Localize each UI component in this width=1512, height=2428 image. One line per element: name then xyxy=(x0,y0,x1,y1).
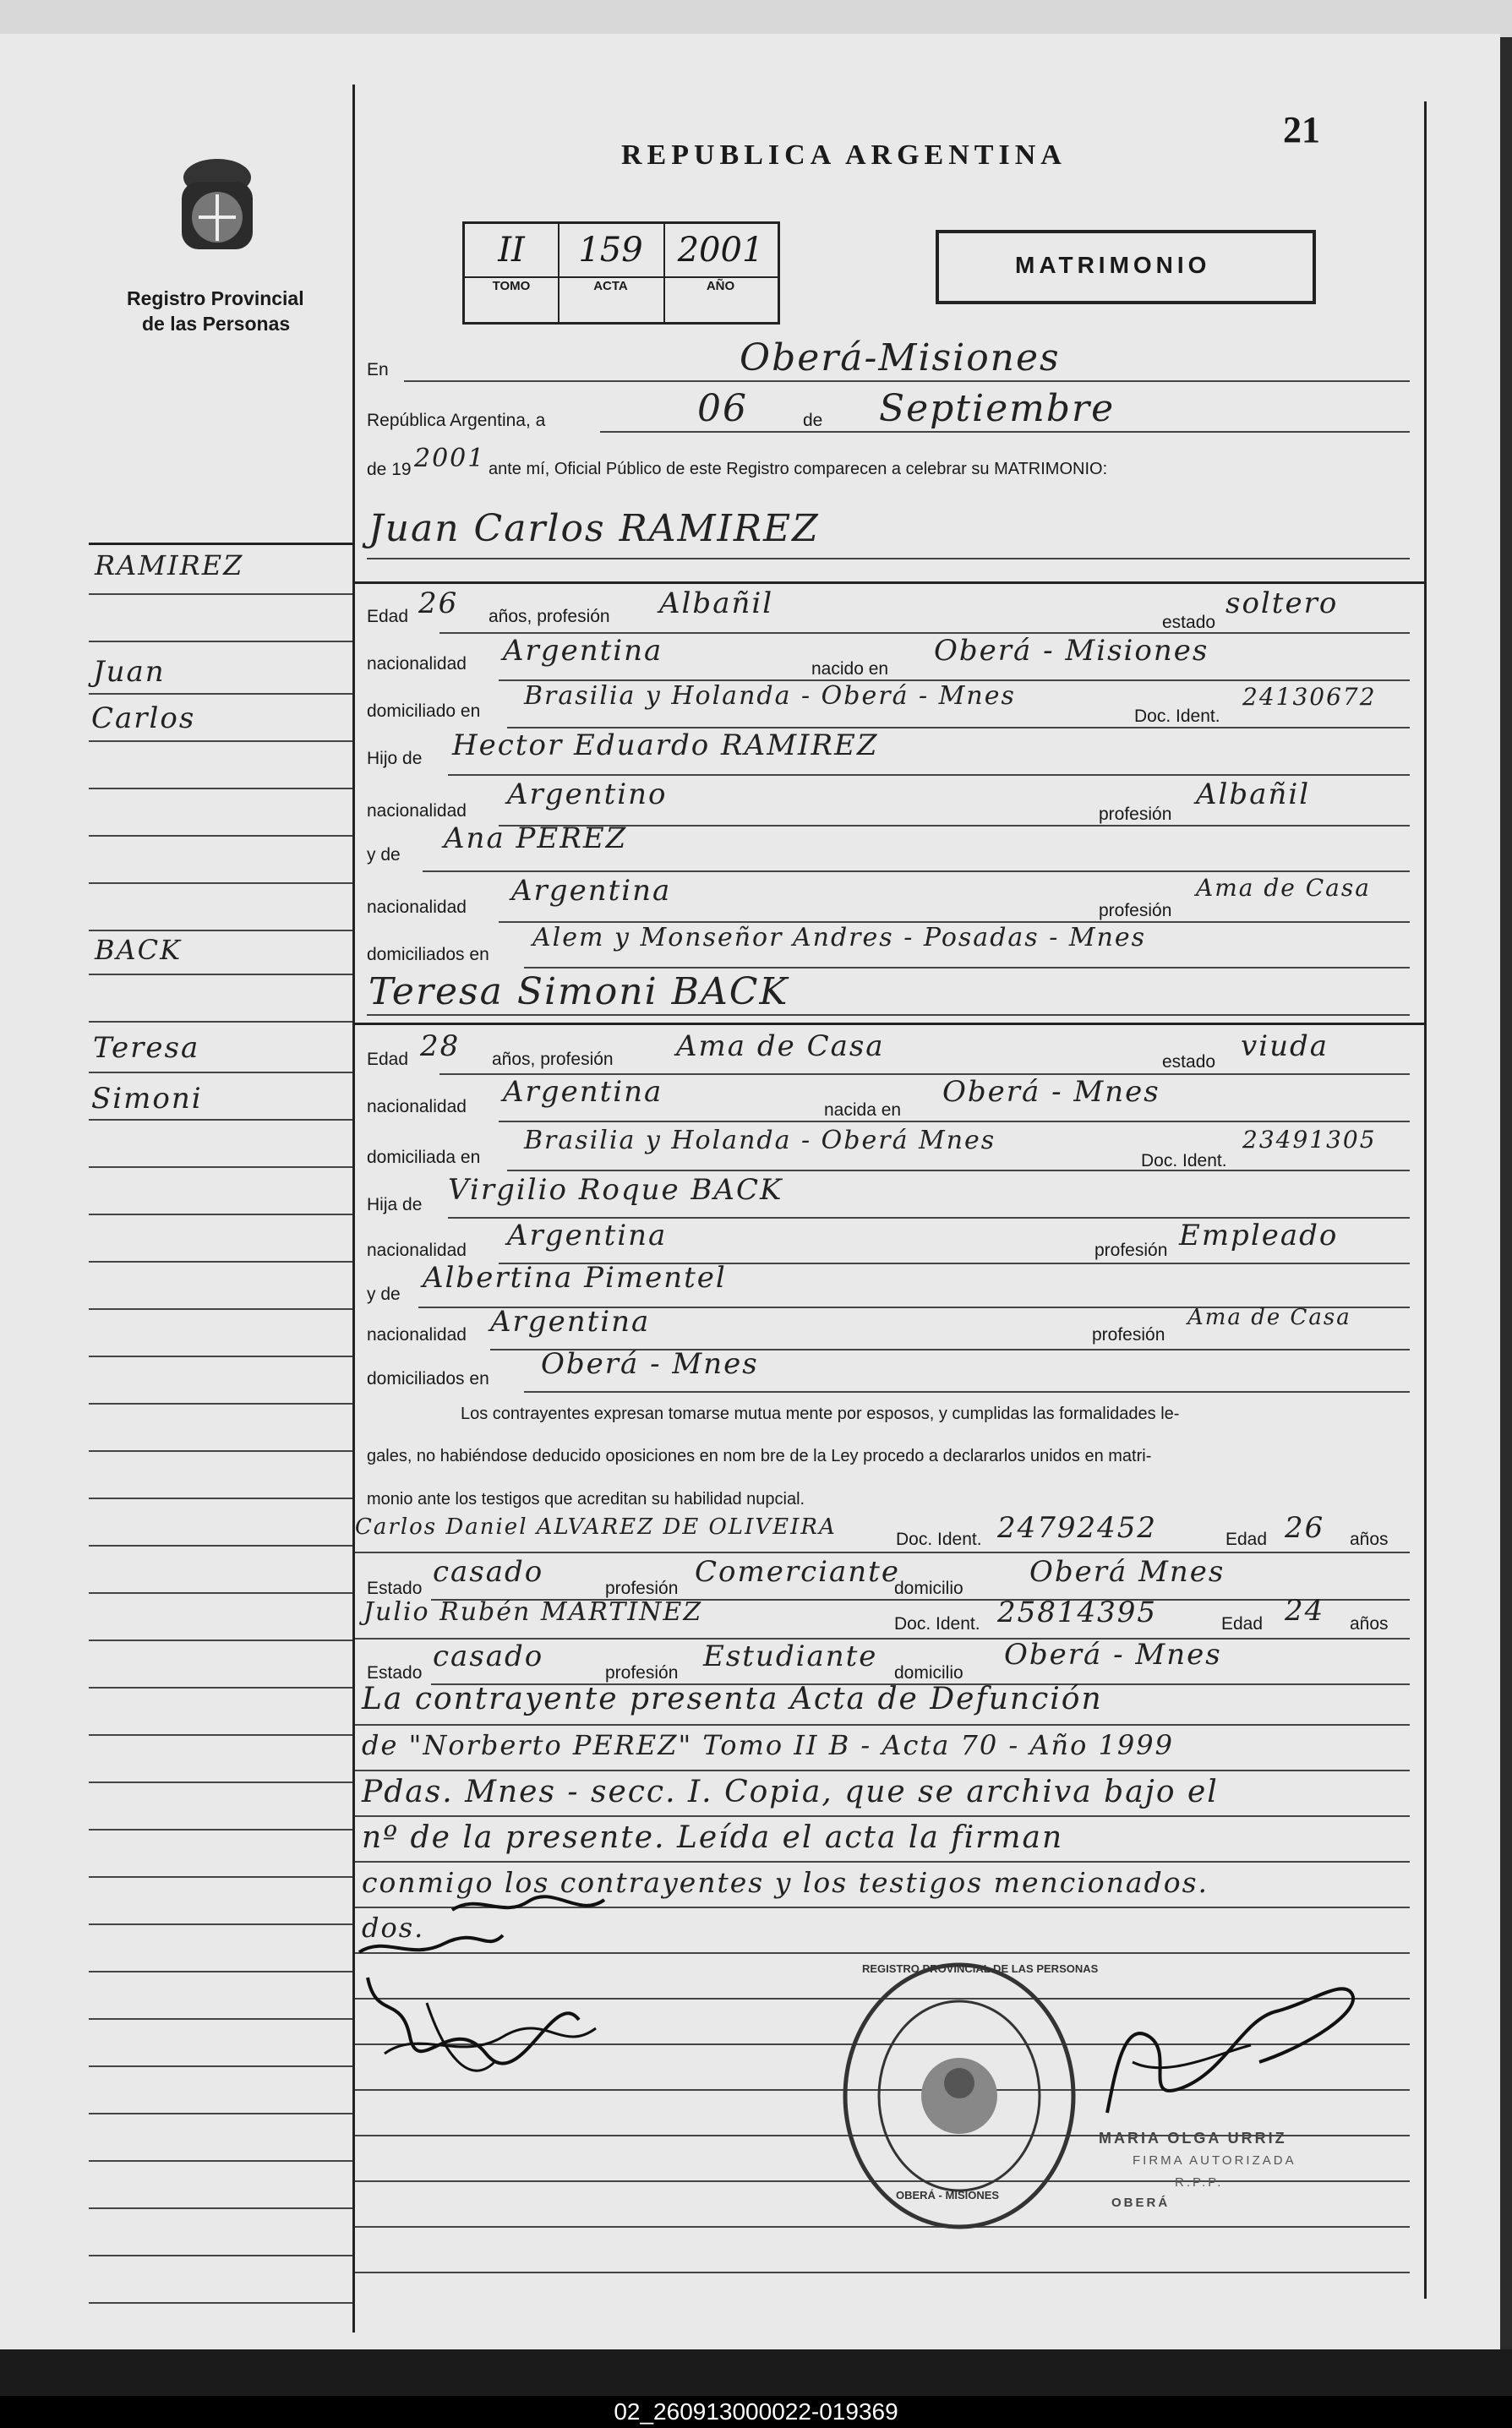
groom-name: Juan Carlos RAMIREZ xyxy=(368,507,820,550)
groom-father-profession: Albañil xyxy=(1196,778,1311,811)
bride-nationality-label: nacionalidad xyxy=(367,1097,467,1116)
bride-nationality: Argentina xyxy=(503,1075,663,1109)
witness1-doc-label: Doc. Ident. xyxy=(896,1530,982,1549)
acta-value: 159 xyxy=(558,224,663,278)
groom-parents-address-label: domiciliados en xyxy=(367,945,489,964)
acta-label: ACTA xyxy=(593,279,628,293)
groom-status-label: estado xyxy=(1162,613,1216,632)
bride-father: Virgilio Roque BACK xyxy=(448,1173,783,1207)
page-number: 21 xyxy=(1283,109,1320,150)
witness1-status: casado xyxy=(433,1555,544,1589)
note-line-3: Pdas. Mnes - secc. I. Copia, que se archiva bajo el xyxy=(362,1775,1219,1809)
agency-line-1: Registro Provincial xyxy=(127,287,304,309)
groom-mother-nationality: Argentina xyxy=(511,874,672,908)
place-label: En xyxy=(367,360,389,379)
month-value: Septiembre xyxy=(879,387,1116,430)
groom-nationality-label: nacionalidad xyxy=(367,654,467,674)
scan-bottom-edge xyxy=(0,2349,1512,2396)
note-line-4: nº de la presente. Leída el acta la firman xyxy=(362,1820,1064,1855)
right-rule xyxy=(1424,101,1427,2299)
note-line-6: dos. xyxy=(362,1912,425,1944)
witness1-address: Oberá Mnes xyxy=(1029,1555,1225,1589)
bride-mother-profession-label: profesión xyxy=(1092,1325,1165,1345)
officer-line-4: OBERÁ xyxy=(1111,2196,1171,2210)
bride-status: viuda xyxy=(1241,1029,1329,1063)
officer-line-1: MARIA OLGA URRIZ xyxy=(1099,2130,1287,2147)
groom-mother-profession-label: profesión xyxy=(1099,901,1172,920)
groom-father: Hector Eduardo RAMIREZ xyxy=(452,728,879,762)
bride-father-profession: Empleado xyxy=(1179,1219,1339,1252)
bride-doc: 23491305 xyxy=(1242,1126,1377,1154)
witness1-doc: 24792452 xyxy=(997,1511,1158,1545)
groom-birthplace-label: nacido en xyxy=(811,659,889,679)
statement-line-1: Los contrayentes expresan tomarse mutua mente por esposos, y cumplidas las formalidades le- xyxy=(461,1405,1180,1423)
tomo-label: TOMO xyxy=(492,279,531,293)
witness2-age-label: Edad xyxy=(1221,1614,1264,1634)
day-value: 06 xyxy=(697,387,748,430)
bride-father-nationality: Argentina xyxy=(507,1219,668,1252)
groom-mother: Ana PEREZ xyxy=(444,821,628,855)
groom-mother-profession: Ama de Casa xyxy=(1196,874,1371,902)
witness2-profession: Estudiante xyxy=(703,1640,878,1673)
intro-text: ante mí, Oficial Público de este Registro comparecen a celebrar su MATRIMONIO: xyxy=(489,460,1108,478)
republic-label: República Argentina, a xyxy=(367,411,546,430)
bride-parents-address: Oberá - Mnes xyxy=(541,1347,759,1381)
scan-identifier: 02_260913000022-019369 xyxy=(0,2396,1512,2428)
bride-father-profession-label: profesión xyxy=(1094,1241,1168,1260)
groom-birthplace: Oberá - Misiones xyxy=(934,634,1209,668)
groom-status: soltero xyxy=(1225,587,1339,620)
groom-father-profession-label: profesión xyxy=(1099,805,1172,824)
groom-profession: Albañil xyxy=(659,587,774,620)
header-title: REPUBLICA ARGENTINA xyxy=(621,139,1067,171)
year-value: 2001 xyxy=(414,444,486,473)
witness1-profession: Comerciante xyxy=(695,1555,900,1589)
note-line-5: conmigo los contrayentes y los testigos mencionados. xyxy=(362,1866,1209,1899)
margin-bride-given-2: Simoni xyxy=(91,1082,203,1116)
groom-father-nationality: Argentino xyxy=(507,778,668,811)
scan-top-edge xyxy=(0,0,1512,37)
witness2-address: Oberá - Mnes xyxy=(1004,1638,1222,1672)
groom-profession-label: años, profesión xyxy=(489,607,610,626)
officer-line-3: R.P.P. xyxy=(1175,2175,1224,2190)
bride-mother-nationality: Argentina xyxy=(490,1305,651,1339)
witness2-address-label: domicilio xyxy=(894,1663,963,1683)
margin-bride-surname: BACK xyxy=(95,934,183,966)
groom-address: Brasilia y Holanda - Oberá - Mnes xyxy=(524,681,1016,711)
bride-father-label: Hija de xyxy=(367,1195,423,1214)
bride-mother: Albertina Pimentel xyxy=(423,1261,727,1295)
acta-cell xyxy=(558,224,665,322)
groom-age: 26 xyxy=(418,587,459,620)
witness2-profession-label: profesión xyxy=(605,1663,679,1683)
register-page xyxy=(0,34,1500,2349)
bride-birthplace-label: nacida en xyxy=(824,1100,902,1120)
note-line-2: de "Norberto PEREZ" Tomo II B - Acta 70 - Año 1999 xyxy=(362,1729,1174,1761)
groom-nationality: Argentina xyxy=(503,634,663,668)
ano-cell xyxy=(663,224,778,322)
coat-of-arms-logo xyxy=(165,148,270,262)
witness1-years-label: años xyxy=(1350,1530,1389,1549)
bride-address: Brasilia y Holanda - Oberá Mnes xyxy=(524,1126,996,1155)
witness1-profession-label: profesión xyxy=(605,1579,679,1598)
witness2-doc-label: Doc. Ident. xyxy=(894,1614,980,1634)
witness2-status: casado xyxy=(433,1640,544,1673)
bride-father-nationality-label: nacionalidad xyxy=(367,1241,467,1260)
witness1-status-label: Estado xyxy=(367,1579,423,1598)
bride-doc-label: Doc. Ident. xyxy=(1141,1151,1227,1170)
tomo-value: II xyxy=(465,224,558,278)
witness2-doc: 25814395 xyxy=(997,1596,1158,1629)
agency-line-2: de las Personas xyxy=(142,313,291,335)
witness1-address-label: domicilio xyxy=(894,1579,963,1598)
witness2-age: 24 xyxy=(1285,1594,1325,1628)
groom-father-nationality-label: nacionalidad xyxy=(367,801,467,821)
groom-mother-label: y de xyxy=(367,845,401,865)
groom-mother-nationality-label: nacionalidad xyxy=(367,898,467,917)
ano-value: 2001 xyxy=(663,224,778,278)
groom-father-label: Hijo de xyxy=(367,749,423,768)
margin-groom-given-2: Carlos xyxy=(91,701,196,735)
groom-parents-address: Alem y Monseñor Andres - Posadas - Mnes xyxy=(532,923,1147,952)
witness1-name: Carlos Daniel ALVAREZ DE OLIVEIRA xyxy=(355,1514,837,1540)
statement-line-2: gales, no habiéndose deducido oposiciones en nom bre de la Ley procedo a declararlos unidos en matri- xyxy=(367,1447,1152,1465)
witness1-age-label: Edad xyxy=(1225,1530,1268,1549)
bride-address-label: domiciliada en xyxy=(367,1148,481,1167)
bride-profession: Ama de Casa xyxy=(676,1029,885,1063)
tomo-cell xyxy=(465,224,559,322)
statement-line-3: monio ante los testigos que acreditan su habilidad nupcial. xyxy=(367,1490,805,1509)
bride-name: Teresa Simoni BACK xyxy=(368,970,789,1013)
witness2-years-label: años xyxy=(1350,1614,1389,1634)
witness1-age: 26 xyxy=(1285,1511,1325,1545)
record-type: MATRIMONIO xyxy=(1015,252,1211,278)
bride-mother-profession: Ama de Casa xyxy=(1187,1305,1351,1330)
year-prefix: de 19 xyxy=(367,460,412,479)
bride-birthplace: Oberá - Mnes xyxy=(942,1075,1160,1109)
margin-bride-given-1: Teresa xyxy=(93,1031,200,1065)
de-label: de xyxy=(803,411,823,430)
record-type-box xyxy=(936,230,1316,304)
bride-mother-nationality-label: nacionalidad xyxy=(367,1325,467,1345)
margin-groom-given-1: Juan xyxy=(93,655,166,689)
groom-doc: 24130672 xyxy=(1242,683,1377,711)
witness2-status-label: Estado xyxy=(367,1663,423,1683)
bride-status-label: estado xyxy=(1162,1052,1216,1072)
spouses-signatures xyxy=(351,1885,731,2104)
record-reference-box xyxy=(462,221,780,325)
stamp-text: REGISTRO PROVINCIAL DE LAS PERSONAS xyxy=(862,1962,1099,1975)
margin-groom-surname: RAMIREZ xyxy=(95,549,244,581)
witness2-name: Julio Rubén MARTINEZ xyxy=(363,1597,703,1627)
groom-doc-label: Doc. Ident. xyxy=(1134,707,1220,726)
note-line-1: La contrayente presenta Acta de Defunción xyxy=(362,1682,1103,1716)
bride-age-label: Edad xyxy=(367,1050,409,1069)
groom-address-label: domiciliado en xyxy=(367,701,481,721)
place-value: Oberá-Misiones xyxy=(740,336,1061,379)
ano-label: AÑO xyxy=(706,279,735,293)
groom-age-label: Edad xyxy=(367,607,409,626)
bride-mother-label: y de xyxy=(367,1285,401,1304)
officer-signature xyxy=(1090,1969,1369,2138)
bride-age: 28 xyxy=(420,1029,461,1063)
stamp-inner-text: OBERÁ - MISIONES xyxy=(896,2189,1000,2202)
bride-profession-label: años, profesión xyxy=(492,1050,614,1069)
officer-line-2: FIRMA AUTORIZADA xyxy=(1133,2153,1296,2168)
bride-parents-address-label: domiciliados en xyxy=(367,1369,489,1389)
